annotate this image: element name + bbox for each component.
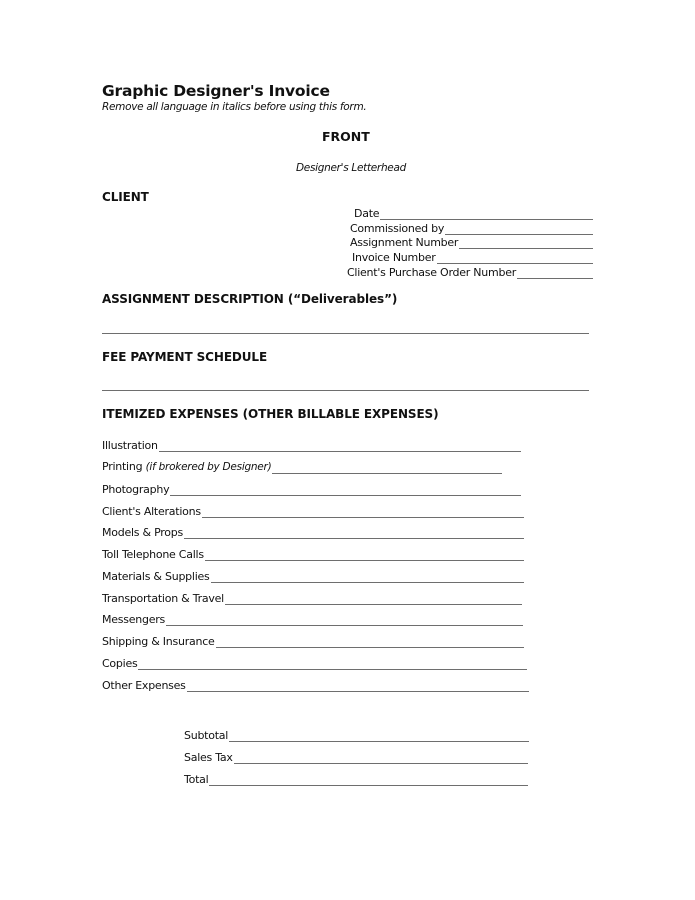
- date-label: Date: [354, 207, 380, 220]
- fee-payment-schedule-input-line[interactable]: [102, 390, 589, 391]
- total-input-line[interactable]: [209, 773, 528, 786]
- client-heading: CLIENT: [102, 190, 149, 204]
- sales-tax-field[interactable]: [184, 748, 528, 764]
- assignment-description-input-line[interactable]: [102, 333, 589, 334]
- subtotal-field[interactable]: [184, 726, 529, 742]
- purchase-order-number-label: Client's Purchase Order Number: [347, 266, 516, 279]
- expense-input-line[interactable]: [211, 570, 524, 583]
- expense-materials-supplies[interactable]: [102, 567, 524, 583]
- expense-label: Client's Alterations: [102, 505, 201, 518]
- invoice-number-field[interactable]: [352, 248, 593, 264]
- expense-label: Transportation & Travel: [102, 592, 224, 605]
- expense-shipping-insurance[interactable]: [102, 632, 524, 648]
- commissioned-by-label: Commissioned by: [350, 222, 445, 235]
- expense-clients-alterations[interactable]: [102, 502, 524, 518]
- expense-input-line[interactable]: [159, 439, 521, 452]
- expense-printing[interactable]: [102, 458, 502, 474]
- expense-photography[interactable]: [102, 480, 521, 496]
- expense-note: (if brokered by Designer): [145, 461, 272, 473]
- expense-label: Photography: [102, 483, 170, 496]
- expense-input-line[interactable]: [225, 592, 522, 605]
- total-field[interactable]: [184, 770, 528, 786]
- expense-copies[interactable]: [102, 654, 527, 670]
- expense-label: Messengers: [102, 613, 165, 626]
- subtotal-input-line[interactable]: [229, 729, 529, 742]
- purchase-order-number-field[interactable]: [347, 263, 593, 279]
- expense-input-line[interactable]: [216, 635, 524, 648]
- assignment-number-field[interactable]: [350, 233, 593, 249]
- purchase-order-number-input-line[interactable]: [517, 266, 593, 279]
- expense-input-line[interactable]: [184, 526, 524, 539]
- expense-label: Shipping & Insurance: [102, 635, 215, 648]
- assignment-description-heading: ASSIGNMENT DESCRIPTION (“Deliverables”): [102, 292, 398, 306]
- expense-label: Copies: [102, 657, 138, 670]
- date-field[interactable]: [354, 204, 593, 220]
- expense-illustration[interactable]: [102, 436, 521, 452]
- expense-label: Other Expenses: [102, 679, 186, 692]
- itemized-expenses-heading: ITEMIZED EXPENSES (OTHER BILLABLE EXPENSES): [102, 407, 439, 421]
- expense-input-line[interactable]: [170, 483, 521, 496]
- expense-input-line[interactable]: [205, 548, 524, 561]
- sales-tax-label: Sales Tax: [184, 751, 233, 764]
- fee-payment-schedule-heading: FEE PAYMENT SCHEDULE: [102, 350, 268, 364]
- letterhead-placeholder: Designer's Letterhead: [296, 162, 406, 174]
- expense-label: Illustration: [102, 439, 158, 452]
- expense-input-line[interactable]: [272, 461, 502, 474]
- expense-models-props[interactable]: [102, 523, 524, 539]
- expense-label: Printing: [102, 460, 146, 473]
- expense-messengers[interactable]: [102, 610, 523, 626]
- expense-transportation-travel[interactable]: [102, 589, 522, 605]
- expense-input-line[interactable]: [202, 505, 524, 518]
- sales-tax-input-line[interactable]: [234, 751, 528, 764]
- side-label: FRONT: [322, 129, 370, 144]
- document-title: Graphic Designer's Invoice: [102, 82, 330, 100]
- italics-instruction: Remove all language in italics before using this form.: [102, 101, 367, 113]
- expense-label: Materials & Supplies: [102, 570, 210, 583]
- invoice-number-label: Invoice Number: [352, 251, 436, 264]
- expense-toll-telephone-calls[interactable]: [102, 545, 524, 561]
- total-label: Total: [184, 773, 209, 786]
- expense-label: Toll Telephone Calls: [102, 548, 204, 561]
- subtotal-label: Subtotal: [184, 729, 229, 742]
- expense-label: Models & Props: [102, 526, 183, 539]
- expense-other-expenses[interactable]: [102, 676, 529, 692]
- expense-input-line[interactable]: [187, 679, 529, 692]
- assignment-number-label: Assignment Number: [350, 236, 459, 249]
- expense-input-line[interactable]: [138, 657, 527, 670]
- expense-input-line[interactable]: [166, 613, 523, 626]
